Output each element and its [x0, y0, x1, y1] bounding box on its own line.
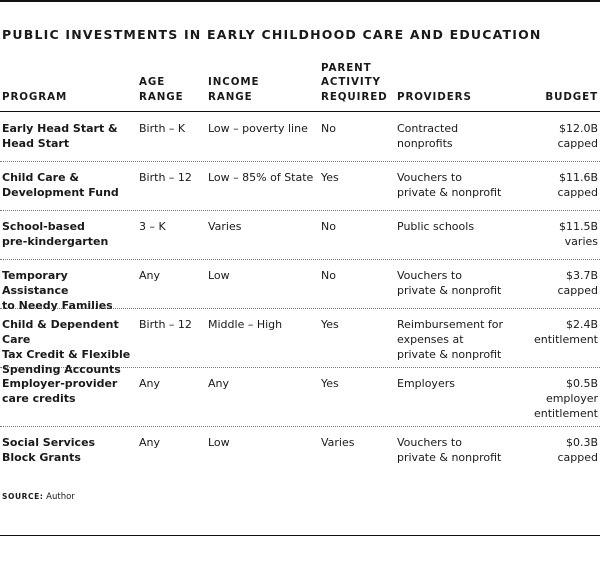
age-range-cell: 3 – K [139, 220, 166, 233]
age-range-cell: Any [139, 436, 161, 449]
program-cell: Child Care & Development Fund [2, 171, 119, 199]
budget-cell: $0.3B capped [557, 436, 598, 464]
parent-activity-cell: Yes [321, 377, 339, 390]
table-row [0, 112, 600, 162]
parent-activity-cell: No [321, 269, 336, 282]
parent-activity-cell: No [321, 122, 336, 135]
income-range-cell: Low [208, 269, 230, 282]
providers-cell: Vouchers to private & nonprofit [397, 269, 502, 297]
providers-cell: Vouchers to private & nonprofit [397, 436, 502, 464]
column-header-parent-activity: PARENT ACTIVITY REQUIRED [321, 61, 388, 103]
income-range-cell: Low – 85% of State [208, 171, 314, 184]
table-title: PUBLIC INVESTMENTS IN EARLY CHILDHOOD CARE AND EDUCATION [2, 27, 542, 42]
income-range-cell: Low – poverty line [208, 122, 308, 135]
budget-cell: $2.4B entitlement [533, 318, 598, 346]
parent-activity-cell: No [321, 220, 336, 233]
budget-cell: $0.5B employer entitlement [533, 377, 598, 420]
age-range-cell: Any [139, 269, 161, 282]
source-label: SOURCE: [2, 492, 44, 501]
program-cell: Child & Dependent Care Tax Credit & Flexible Spending Accounts [2, 318, 131, 376]
program-cell: Employer-provider care credits [2, 377, 118, 405]
providers-cell: Employers [397, 377, 455, 390]
program-cell: Temporary Assistance to Needy Families [2, 269, 113, 312]
income-range-cell: Any [208, 377, 230, 390]
budget-cell: $11.6B capped [557, 171, 598, 199]
income-range-cell: Low [208, 436, 230, 449]
age-range-cell: Birth – K [139, 122, 186, 135]
bottom-rule [0, 535, 600, 536]
program-cell: Early Head Start & Head Start [2, 122, 118, 150]
providers-cell: Public schools [397, 220, 475, 233]
providers-cell: Reimbursement for expenses at private & nonprofit [397, 318, 504, 361]
table-row [0, 210, 600, 260]
table-row [0, 426, 600, 486]
income-range-cell: Middle – High [208, 318, 283, 331]
age-range-cell: Birth – 12 [139, 171, 192, 184]
column-header-program: PROGRAM [2, 90, 68, 103]
age-range-cell: Any [139, 377, 161, 390]
program-cell: School-based pre-kindergarten [2, 220, 109, 248]
parent-activity-cell: Yes [321, 171, 339, 184]
budget-cell: $12.0B capped [557, 122, 598, 150]
age-range-cell: Birth – 12 [139, 318, 192, 331]
parent-activity-cell: Varies [321, 436, 355, 449]
budget-cell: $3.7B capped [557, 269, 598, 297]
income-range-cell: Varies [208, 220, 242, 233]
table-row [0, 367, 600, 427]
program-cell: Social Services Block Grants [2, 436, 96, 464]
table-row [0, 308, 600, 376]
column-header-providers: PROVIDERS [397, 90, 472, 103]
table-row [0, 259, 600, 312]
table-row [0, 161, 600, 211]
source-text: Author [43, 492, 75, 502]
providers-cell: Contracted nonprofits [397, 122, 459, 150]
providers-cell: Vouchers to private & nonprofit [397, 171, 502, 199]
parent-activity-cell: Yes [321, 318, 339, 331]
budget-cell: $11.5B varies [558, 220, 598, 248]
table-header [0, 0, 600, 110]
source-note [2, 492, 75, 502]
column-header-income-range: INCOME RANGE [208, 76, 260, 103]
column-header-age-range: AGE RANGE [139, 76, 184, 103]
column-header-budget: BUDGET [545, 90, 598, 103]
